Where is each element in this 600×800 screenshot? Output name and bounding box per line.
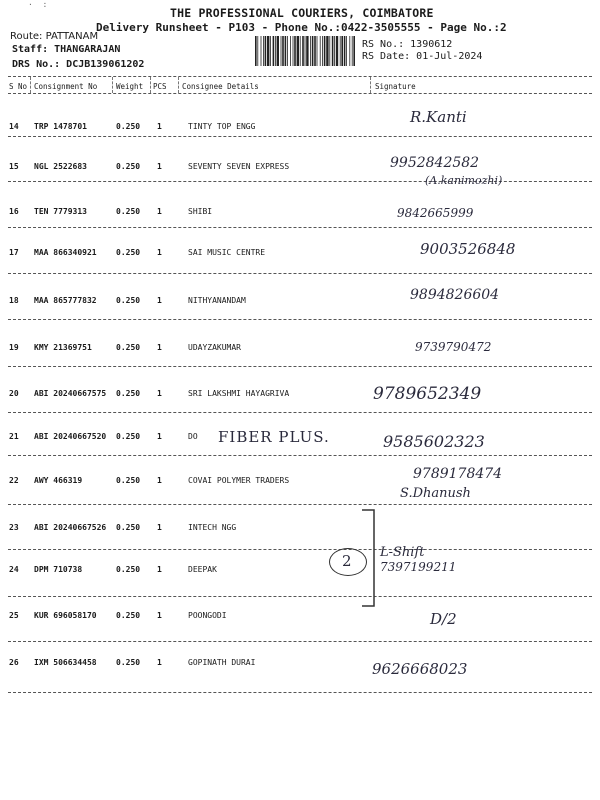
row-sno: 14 (9, 122, 19, 131)
row-pcs: 1 (157, 248, 162, 257)
row-consignment-no: KMY 21369751 (34, 343, 92, 352)
col-header-weight: Weight (116, 82, 144, 91)
row-weight: 0.250 (116, 343, 141, 352)
row-pcs: 1 (157, 432, 162, 441)
row-separator (8, 692, 592, 693)
row-signature: 9952842582 (390, 155, 480, 171)
row-separator (8, 412, 592, 413)
rs-date: RS Date: 01-Jul-2024 (362, 51, 483, 62)
route-label: Route: PATTANAM (10, 31, 99, 42)
runsheet-subtitle: Delivery Runsheet - P103 - Phone No.:0422-3505555 - Page No.:2 (96, 21, 507, 34)
row-weight: 0.250 (116, 248, 141, 257)
row-weight: 0.250 (116, 658, 141, 667)
row-signature: L-Shift (380, 545, 425, 560)
col-divider (370, 77, 371, 93)
row-signature: 9842665999 (397, 206, 474, 220)
row-pcs: 1 (157, 296, 162, 305)
row-separator (8, 366, 592, 367)
row-consignment-no: ABI 20240667520 (34, 432, 107, 441)
row-sno: 21 (9, 432, 19, 441)
row-consignee: GOPINATH DURAI (188, 658, 256, 667)
row-weight: 0.250 (116, 565, 141, 574)
row-consignment-no: AWY 466319 (34, 476, 83, 485)
row-consignee: SRI LAKSHMI HAYAGRIVA (188, 389, 290, 398)
row-weight: 0.250 (116, 122, 141, 131)
row-pcs: 1 (157, 122, 162, 131)
row-signature: 9739790472 (415, 340, 492, 354)
row-sno: 20 (9, 389, 19, 398)
company-title: THE PROFESSIONAL COURIERS, COIMBATORE (170, 6, 434, 20)
row-sno: 15 (9, 162, 19, 171)
row-sno: 25 (9, 611, 19, 620)
row-separator (8, 504, 592, 505)
row-weight: 0.250 (116, 523, 141, 532)
row-consignee: DEEPAK (188, 565, 217, 574)
row-weight: 0.250 (116, 476, 141, 485)
row-consignment-no: DPM 710738 (34, 565, 83, 574)
row-consignment-no: ABI 20240667526 (34, 523, 107, 532)
row-signature: 9585602323 (383, 432, 485, 451)
row-consignee: SAI MUSIC CENTRE (188, 248, 266, 257)
row-separator (8, 181, 592, 182)
row-weight: 0.250 (116, 207, 141, 216)
row-separator (8, 549, 592, 550)
row-consignment-no: MAA 866340921 (34, 248, 97, 257)
rs-number: RS No.: 1390612 (362, 39, 453, 50)
row-weight: 0.250 (116, 611, 141, 620)
row-sno: 19 (9, 343, 19, 352)
row-sno: 17 (9, 248, 19, 257)
row-signature: 9894826604 (410, 287, 500, 303)
row-separator (8, 596, 592, 597)
handwritten-bracket (360, 508, 380, 608)
row-weight: 0.250 (116, 432, 141, 441)
circled-number: 2 (342, 552, 352, 570)
row-weight: 0.250 (116, 296, 141, 305)
row-pcs: 1 (157, 207, 162, 216)
col-header-signature: Signature (375, 82, 416, 91)
row-pcs: 1 (157, 658, 162, 667)
row-consignment-no: TRP 1478701 (34, 122, 87, 131)
row-separator (8, 273, 592, 274)
row-weight: 0.250 (116, 389, 141, 398)
row-sno: 16 (9, 207, 19, 216)
col-header-consignee: Consignee Details (182, 82, 259, 91)
col-divider (30, 77, 31, 93)
row-sno: 22 (9, 476, 19, 485)
row-signature: R.Kanti (410, 108, 467, 126)
row-pcs: 1 (157, 343, 162, 352)
row-sno: 24 (9, 565, 19, 574)
row-consignment-no: TEN 7779313 (34, 207, 87, 216)
row-consignee: UDAYZAKUMAR (188, 343, 241, 352)
row-pcs: 1 (157, 162, 162, 171)
corner-dots: · : (28, 0, 48, 9)
handwritten-signature-note: 7397199211 (380, 560, 457, 574)
row-consignment-no: KUR 696058170 (34, 611, 97, 620)
col-header-sno: S No (9, 82, 28, 91)
row-signature: 9789178474 (413, 466, 503, 482)
row-consignee: INTECH NGG (188, 523, 237, 532)
row-weight: 0.250 (116, 162, 141, 171)
row-consignment-no: IXM 506634458 (34, 658, 97, 667)
row-separator (8, 641, 592, 642)
table-top-rule (8, 76, 592, 77)
row-signature: 9626668023 (372, 660, 468, 678)
handwritten-signature-note: (A.kanimozhi) (425, 174, 503, 187)
row-signature: 9789652349 (373, 384, 482, 404)
row-consignment-no: MAA 865777832 (34, 296, 97, 305)
barcode-image (255, 36, 355, 66)
row-consignee: NITHYANANDAM (188, 296, 246, 305)
row-sno: 26 (9, 658, 19, 667)
row-signature: D/2 (430, 610, 457, 628)
row-consignee: SHIBI (188, 207, 213, 216)
handwritten-consignee-note: FIBER PLUS. (218, 428, 330, 446)
row-separator (8, 319, 592, 320)
handwritten-signature-note: S.Dhanush (400, 486, 471, 501)
row-signature: 9003526848 (420, 240, 516, 258)
header-bottom-rule (8, 93, 592, 94)
row-pcs: 1 (157, 523, 162, 532)
col-header-pcs: PCS (153, 82, 167, 91)
row-pcs: 1 (157, 389, 162, 398)
row-consignee: SEVENTY SEVEN EXPRESS (188, 162, 290, 171)
row-consignee: DO (188, 432, 198, 441)
staff-label: Staff: THANGARAJAN (12, 44, 121, 55)
col-divider (178, 77, 179, 93)
row-sno: 23 (9, 523, 19, 532)
col-header-consignment: Consignment No (34, 82, 98, 91)
row-separator (8, 136, 592, 137)
row-consignment-no: NGL 2522683 (34, 162, 87, 171)
row-consignment-no: ABI 20240667575 (34, 389, 107, 398)
row-sno: 18 (9, 296, 19, 305)
row-pcs: 1 (157, 476, 162, 485)
row-pcs: 1 (157, 611, 162, 620)
drs-number: DRS No.: DCJB139061202 (12, 59, 145, 70)
row-consignee: POONGODI (188, 611, 227, 620)
col-divider (112, 77, 113, 93)
row-separator (8, 455, 592, 456)
row-consignee: TINTY TOP ENGG (188, 122, 256, 131)
col-divider (150, 77, 151, 93)
row-pcs: 1 (157, 565, 162, 574)
row-consignee: COVAI POLYMER TRADERS (188, 476, 290, 485)
row-separator (8, 227, 592, 228)
